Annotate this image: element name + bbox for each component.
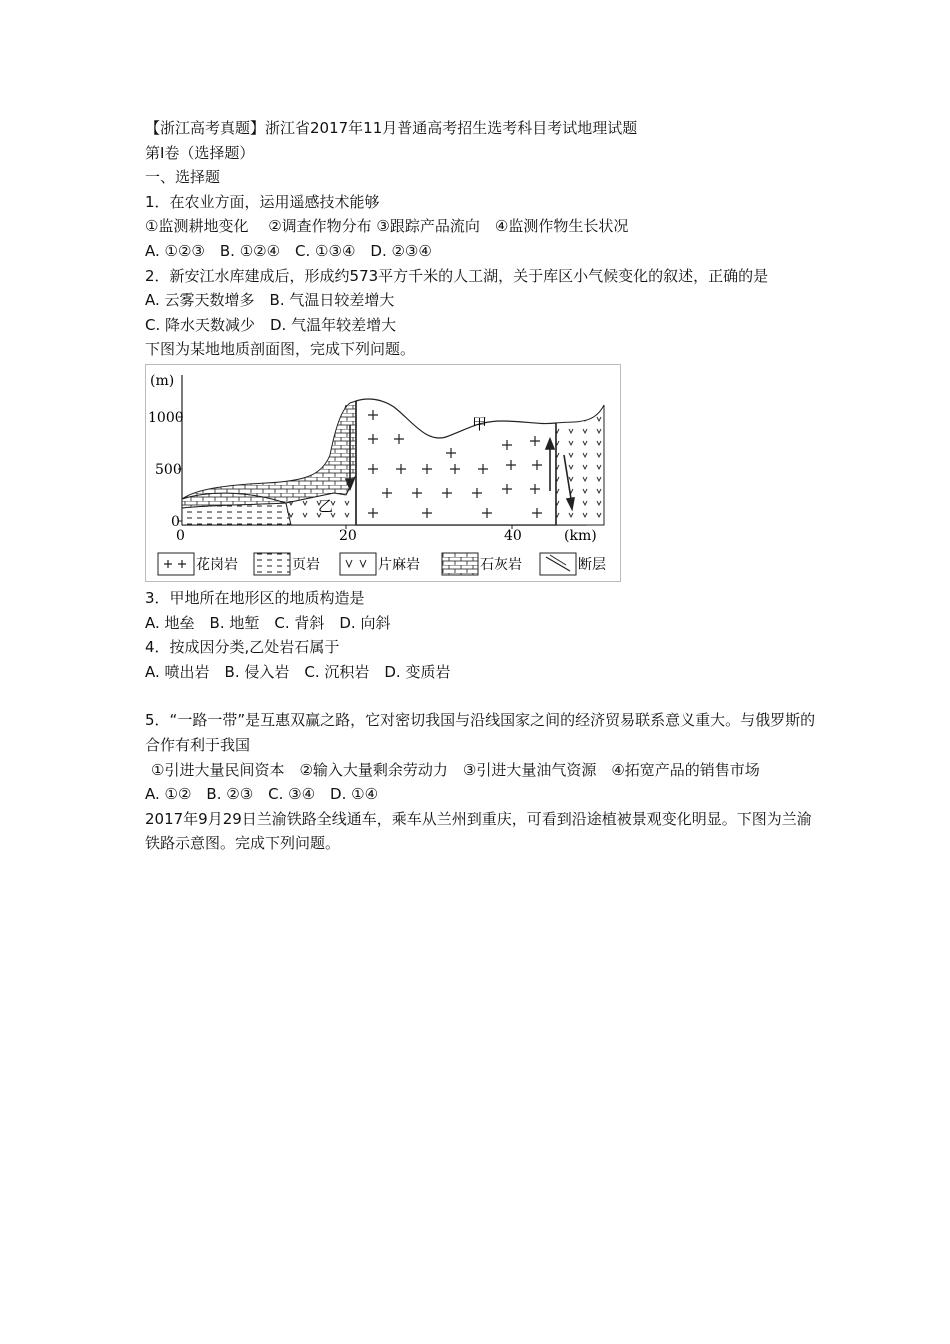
- legend-fault: 断层: [578, 556, 606, 573]
- part-heading: 一、选择题: [145, 168, 221, 187]
- label-jia: 甲: [472, 414, 488, 433]
- x-tick-0: 0: [176, 527, 185, 544]
- legend-gneiss: 片麻岩: [378, 556, 420, 573]
- exam-title: 【浙江高考真题】浙江省2017年11月普通高考招生选考科目考试地理试题: [145, 119, 638, 137]
- y-unit-label: (m): [150, 372, 175, 389]
- question-5-options: A. ①② B. ②③ C. ③④ D. ①④: [145, 785, 379, 804]
- x-unit-label: (km): [564, 527, 597, 544]
- question-4-options: A. 喷出岩 B. 侵入岩 C. 沉积岩 D. 变质岩: [145, 662, 451, 681]
- question-2-options-2: C. 降水天数减少 D. 气温年较差增大: [145, 315, 397, 334]
- legend-limestone: 石灰岩: [480, 556, 522, 573]
- question-4-stem: 4．按成因分类,乙处岩石属于: [145, 638, 340, 657]
- granite-body: [356, 399, 556, 525]
- paragraph-gap: [145, 684, 825, 708]
- y-tick-500: 500: [155, 461, 182, 478]
- question-2-options-1: A. 云雾天数增多 B. 气温日较差增大: [145, 291, 395, 310]
- legend-shale: 页岩: [292, 556, 320, 573]
- x-tick-20: 20: [339, 527, 357, 544]
- question-1-options: A. ①②③ B. ①②④ C. ①③④ D. ②③④: [145, 241, 432, 260]
- document-body: [145, 116, 825, 856]
- question-3-stem: 3．甲地所在地形区的地质构造是: [145, 588, 365, 607]
- upper-limestone: [182, 401, 356, 503]
- gneiss-right: [556, 405, 604, 525]
- question-1-stem: 1．在农业方面，运用遥感技术能够: [145, 192, 380, 211]
- x-tick-40: 40: [504, 527, 522, 544]
- figure-legend: [158, 553, 606, 575]
- geologic-profile-diagram: [146, 365, 620, 581]
- question-1-items: ①监测耕地变化 ②调查作物分布 ③跟踪产品流向 ④监测作物生长状况: [145, 217, 629, 236]
- question-2-stem: 2．新安江水库建成后，形成约573平方千米的人工湖，关于库区小气候变化的叙述，正确的是: [145, 266, 769, 285]
- figure-intro: 下图为某地地质剖面图，完成下列问题。: [145, 340, 416, 359]
- question-5-items: ①引进大量民间资本 ②输入大量剩余劳动力 ③引进大量油气资源 ④拓宽产品的销售市场: [151, 760, 760, 779]
- geologic-profile-figure: [145, 364, 621, 582]
- legend-granite: 花岗岩: [196, 556, 238, 573]
- question-3-options: A. 地垒 B. 地堑 C. 背斜 D. 向斜: [145, 613, 391, 632]
- section-heading: 第Ⅰ卷（选择题）: [145, 143, 255, 162]
- y-tick-0: 0: [171, 513, 180, 530]
- label-yi: 乙: [318, 496, 334, 515]
- closing-paragraph: 2017年9月29日兰渝铁路全线通车，乘车从兰州到重庆，可看到沿途植被景观变化明显。下图为兰渝铁路示意图。完成下列问题。: [145, 809, 812, 853]
- y-tick-1000: 1000: [148, 409, 184, 426]
- question-5-stem: 5．“一路一带”是互惠双赢之路，它对密切我国与沿线国家之间的经济贸易联系意义重大。与俄罗斯的合作有利于我国: [145, 711, 816, 754]
